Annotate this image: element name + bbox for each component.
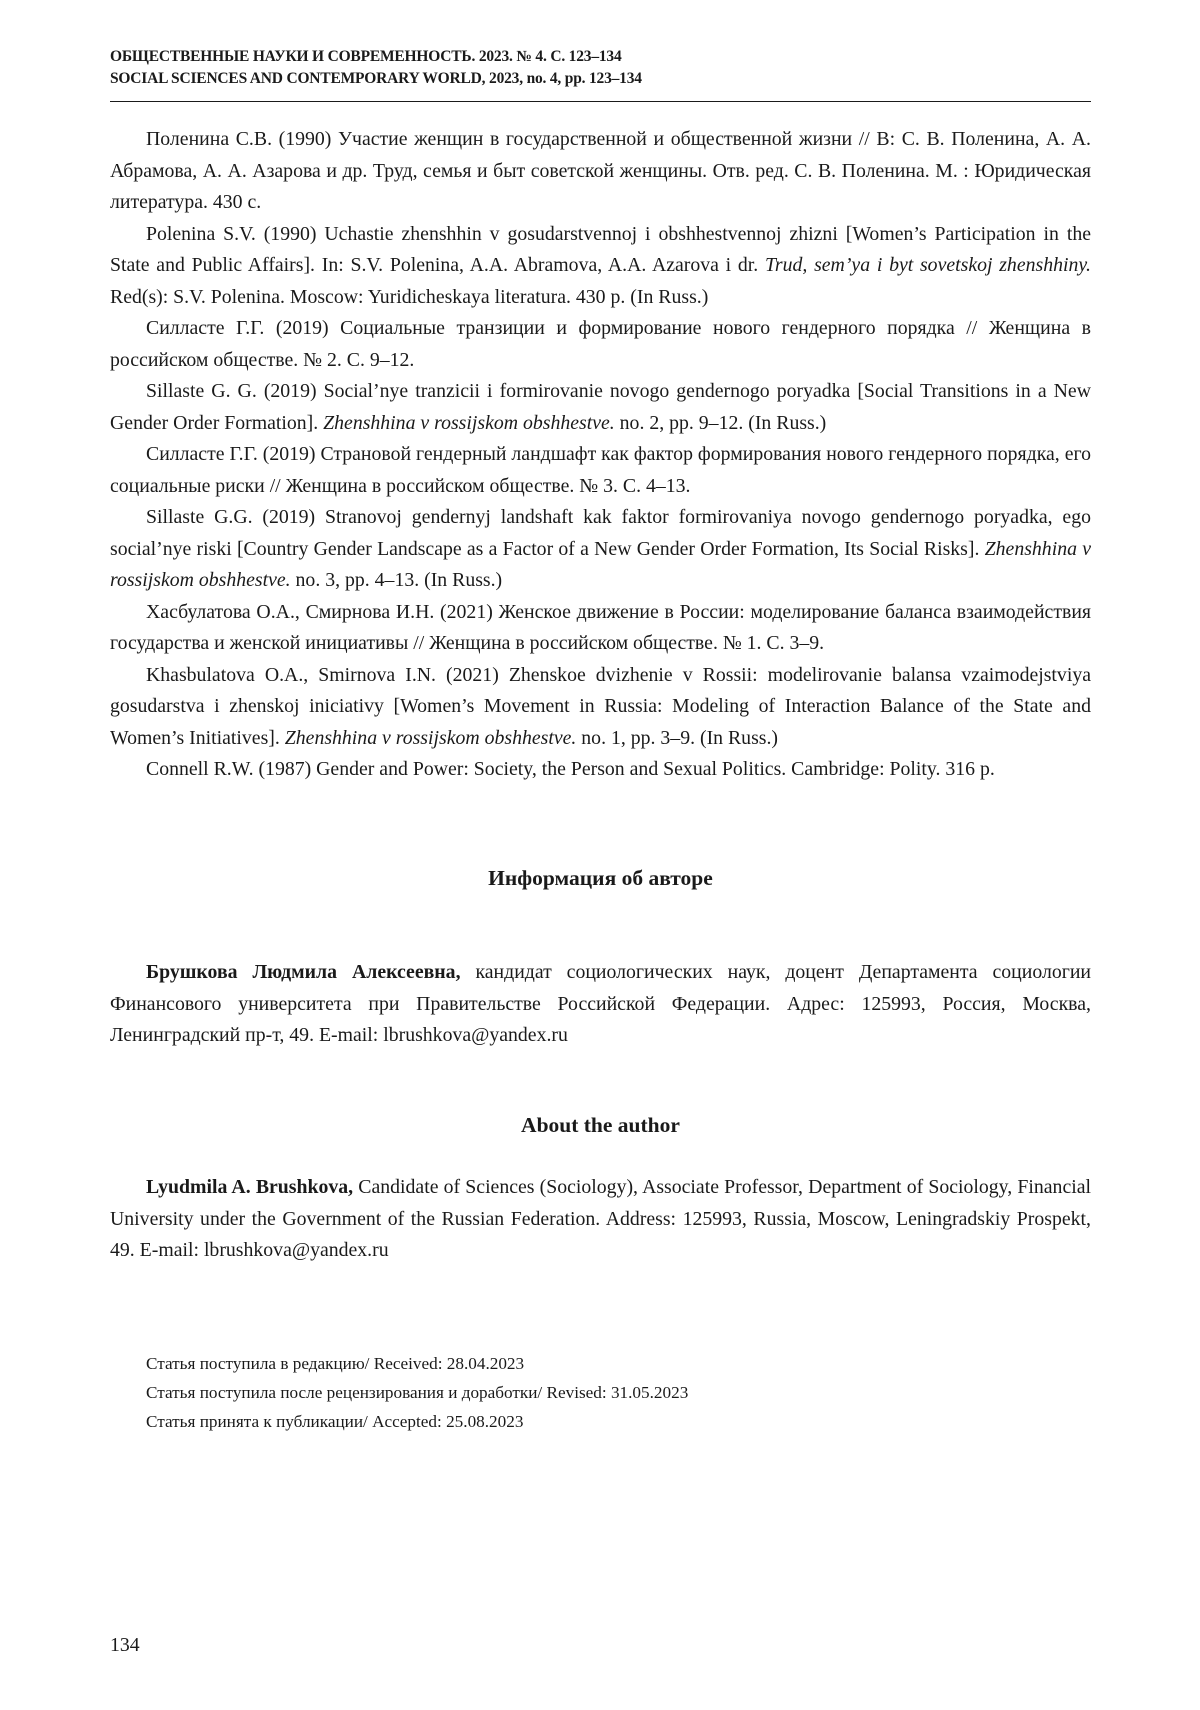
reference-item bbox=[110, 219, 1091, 314]
author-info-heading-en: About the author bbox=[521, 1113, 680, 1137]
date-accepted: Статья принята к публикации/ Accepted: 25.08.2023 bbox=[146, 1412, 524, 1431]
reference-list bbox=[110, 124, 1091, 786]
reference-item bbox=[110, 124, 1091, 219]
author-name-en: Lyudmila A. Brushkova, bbox=[146, 1176, 354, 1198]
author-info-en bbox=[110, 1172, 1091, 1267]
author-info-ru bbox=[110, 957, 1091, 1052]
reference-text: Khasbulatova O.A., Smirnova I.N. (2021) Zhenskoe dvizhenie v Rossii: modelirovanie balansa vzaimodejstviya gosudarstva i zhenskoj iniciativy [Women’s Movement in Russia: Modeling of Interaction Balance of the State and Women’s Initiatives]. bbox=[110, 663, 1091, 749]
reference-item bbox=[110, 597, 1091, 660]
header-divider bbox=[110, 101, 1091, 102]
running-header-en: SOCIAL SCIENCES AND CONTEMPORARY WORLD, 2023, no. 4, pp. 123–134 bbox=[110, 70, 642, 87]
author-details-ru: кандидат социологических наук, доцент Департамента социологии Финансового университета при Правительстве Российской Федерации. Адрес: 125993, Россия, Москва, Ленинградский пр-т, 49. E-mail: lbrushkova@yandex.ru bbox=[110, 961, 1091, 1046]
reference-source-title: Zhenshhina v rossijskom obshhestve. bbox=[323, 411, 615, 434]
reference-source-title: Zhenshhina v rossijskom obshhestve. bbox=[284, 726, 577, 749]
reference-text-tail: no. 3, pp. 4–13. (In Russ.) bbox=[290, 569, 503, 591]
running-header bbox=[110, 46, 1091, 90]
author-info-heading-ru: Информация об авторе bbox=[488, 866, 713, 890]
reference-text-tail: no. 1, pp. 3–9. (In Russ.) bbox=[576, 726, 779, 749]
author-details-en: Candidate of Sciences (Sociology), Associate Professor, Department of Sociology, Financial University under the Government of the Russian Federation. Address: 125993, Russia, Moscow, Leningradskiy Prospekt, 49. E-mail: lbrushkova@yandex.ru bbox=[110, 1176, 1091, 1261]
reference-text: Sillaste G. G. (2019) Social’nye tranzicii i formirovanie novogo gendernogo poryadka [Social Transitions in a New Gender Order Formation]. bbox=[110, 380, 1091, 434]
reference-text-tail: no. 2, pp. 9–12. (In Russ.) bbox=[614, 411, 827, 434]
reference-source-title: Zhenshhina v rossijskom obshhestve. bbox=[110, 537, 1091, 591]
article-dates bbox=[146, 1349, 688, 1436]
page-number: 134 bbox=[110, 1634, 140, 1656]
reference-text: Силласте Г.Г. (2019) Социальные транзиции и формирование нового гендерного порядка // Женщина в российском обществе. № 2. С. 9–12. bbox=[110, 317, 1091, 371]
reference-item bbox=[110, 376, 1091, 439]
reference-source-title: Trud, sem’ya i byt sovetskoj zhenshhiny. bbox=[765, 254, 1091, 276]
date-revised: Статья поступила после рецензирования и доработки/ Revised: 31.05.2023 bbox=[146, 1383, 689, 1402]
reference-item bbox=[110, 502, 1091, 597]
reference-item bbox=[110, 660, 1091, 755]
reference-text: Хасбулатова О.А., Смирнова И.Н. (2021) Женское движение в России: моделирование баланса взаимодействия государства и женской инициативы // Женщина в российском обществе. № 1. С. 3–9. bbox=[110, 600, 1091, 654]
date-received: Статья поступила в редакцию/ Received: 28.04.2023 bbox=[146, 1354, 525, 1373]
reference-text-tail: Red(s): S.V. Polenina. Moscow: Yuridicheskaya literatura. 430 p. (In Russ.) bbox=[110, 285, 709, 308]
reference-text: Силласте Г.Г. (2019) Страновой гендерный ландшафт как фактор формирования нового гендерного порядка, его социальные риски // Женщина в российском обществе. № 3. С. 4–13. bbox=[110, 443, 1091, 497]
reference-item bbox=[110, 754, 1091, 786]
reference-text: Поленина С.В. (1990) Участие женщин в государственной и общественной жизни // В: С. В. Поленина, А. А. Абрамова, А. А. Азарова и др. Труд, семья и быт советской женщины. Отв. ред. С. В. Поленина. М. : Юридическая литература. 430 с. bbox=[110, 128, 1091, 213]
reference-item bbox=[110, 313, 1091, 376]
reference-item bbox=[110, 439, 1091, 502]
reference-text: Polenina S.V. (1990) Uchastie zhenshhin v gosudarstvennoj i obshhestvennoj zhizni [Women’s Participation in the State and Public Affairs]. In: S.V. Polenina, A.A. Abramova, A.A. Azarova i dr. bbox=[110, 222, 1091, 276]
reference-text: Connell R.W. (1987) Gender and Power: Society, the Person and Sexual Politics. Cambridge: Polity. 316 p. bbox=[146, 758, 995, 780]
reference-text: Sillaste G.G. (2019) Stranovoj gendernyj landshaft kak faktor formirovaniya novogo gendernogo poryadka, ego social’nye riski [Country Gender Landscape as a Factor of a New Gender Order Formation, Its Social Risks]. bbox=[110, 506, 1091, 560]
author-name-ru: Брушкова Людмила Алексеевна, bbox=[146, 961, 461, 983]
running-header-ru: ОБЩЕСТВЕННЫЕ НАУКИ И СОВРЕМЕННОСТЬ. 2023. № 4. С. 123–134 bbox=[110, 48, 622, 65]
